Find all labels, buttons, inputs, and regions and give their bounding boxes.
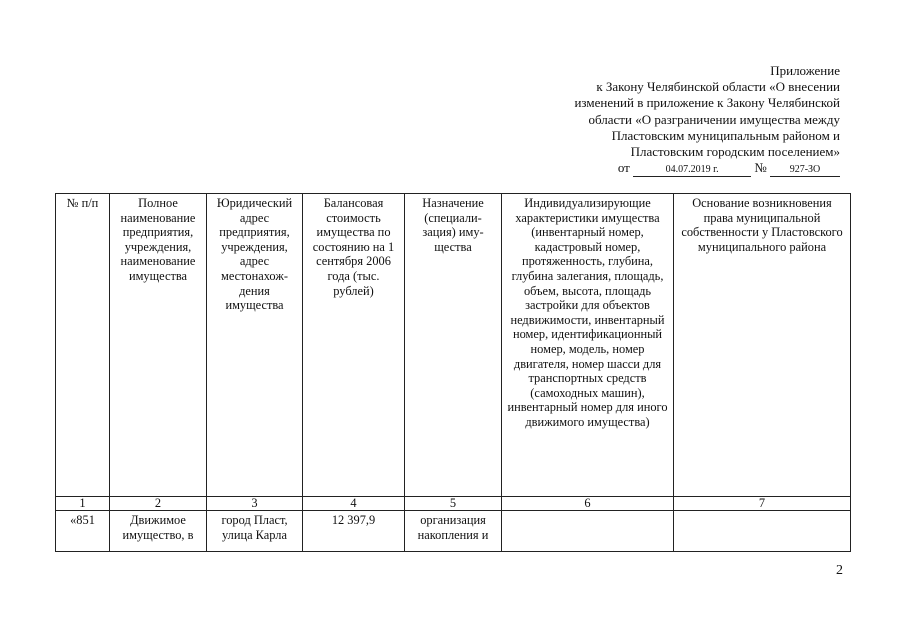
header-cell-number: № п/п (56, 194, 110, 497)
row-basis (674, 511, 851, 552)
appendix-block (500, 63, 840, 177)
column-number: 7 (674, 497, 851, 511)
row-name: Движимое имущество, в (110, 511, 207, 552)
column-number: 2 (110, 497, 207, 511)
row-balance: 12 397,9 (303, 511, 405, 552)
column-number: 1 (56, 497, 110, 511)
header-cell-address: Юридический адрес предприятия, учреждения, адрес местонахож-дения имущества (207, 194, 303, 497)
header-cell-basis: Основание возникновения права муниципальной собственности у Пластовского муниципального района (674, 194, 851, 497)
header-cell-characteristics: Индивидуализирующие характеристики имущества (инвентарный номер, кадастровый номер, протяженность, глубина, глубина залегания, площадь, объем, высота, площадь застройки для объектов недвижимости, инвентарный номер, идентификационный номер, модель, номер двигателя, номер шасси для транспортных средств (самоходных машин), инвентарный номер для иного движимого имущества) (502, 194, 674, 497)
header-cell-name: Полное наименование предприятия, учреждения, наименование имущества (110, 194, 207, 497)
appendix-line: Пластовским муниципальным районом и (611, 127, 840, 143)
law-date: 04.07.2019 г. (633, 164, 751, 177)
appendix-line: области «О разграничении имущества между (588, 111, 840, 127)
column-number: 5 (405, 497, 502, 511)
page-number: 2 (836, 563, 843, 578)
column-number: 6 (502, 497, 674, 511)
appendix-title: Приложение (770, 63, 840, 78)
appendix-date-line (500, 160, 840, 177)
row-address: город Пласт, улица Карла (207, 511, 303, 552)
header-cell-purpose: Назначение (специали-зация) иму-щества (405, 194, 502, 497)
property-table (55, 193, 851, 552)
column-number-row (56, 497, 851, 511)
header-cell-balance: Балансовая стоимость имущества по состоянию на 1 сентября 2006 года (тыс. рублей) (303, 194, 405, 497)
table-header-row (56, 194, 851, 497)
date-prefix: от (617, 160, 630, 176)
row-purpose: организация накопления и (405, 511, 502, 552)
law-number: 927-ЗО (770, 164, 840, 177)
table-row (56, 511, 851, 552)
row-characteristics (502, 511, 674, 552)
appendix-line: изменений в приложение к Закону Челябинской (574, 95, 840, 111)
appendix-line: к Закону Челябинской области «О внесении (596, 79, 840, 95)
column-number: 3 (207, 497, 303, 511)
appendix-line: Пластовским городским поселением» (630, 144, 840, 160)
row-number: «851 (56, 511, 110, 552)
column-number: 4 (303, 497, 405, 511)
number-sign: № (754, 160, 767, 176)
